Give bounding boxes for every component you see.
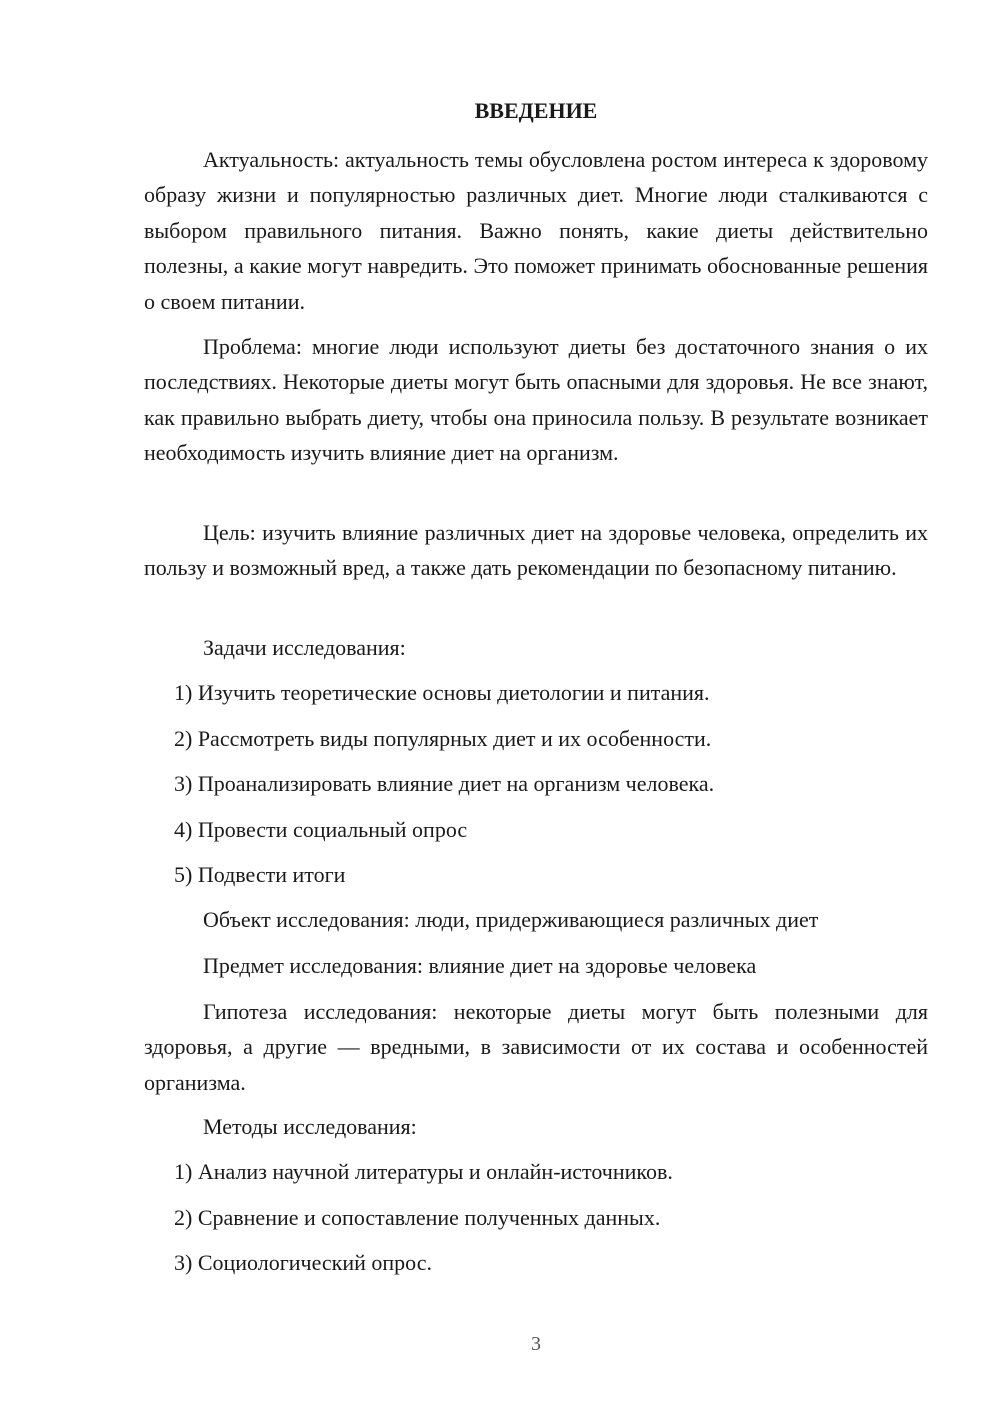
methods-heading: Методы исследования: (203, 1114, 417, 1139)
page-number: 3 (531, 1333, 541, 1355)
method-item: 1) Анализ научной литературы и онлайн-источников. (174, 1159, 673, 1184)
relevance-paragraph: Актуальность: актуальность темы обусловлена ростом интереса к здоровому образу жизни и популярностью различных диет. Многие люди сталкиваются с выбором правильного питания. Важно понять, какие диеты действительно полезны, а какие могут навредить. Это поможет принимать обоснованные решения о своем питании. (144, 147, 928, 314)
method-item: 2) Сравнение и сопоставление полученных данных. (174, 1205, 661, 1230)
page-title: ВВЕДЕНИЕ (474, 98, 598, 123)
task-item: 3) Проанализировать влияние диет на организм человека. (174, 771, 715, 796)
task-item: 4) Провести социальный опрос (174, 817, 468, 842)
task-item: 5) Подвести итоги (174, 862, 346, 887)
method-item: 3) Социологический опрос. (174, 1250, 432, 1275)
research-subject: Предмет исследования: влияние диет на здоровье человека (203, 953, 757, 978)
task-item: 2) Рассмотреть виды популярных диет и их особенности. (174, 726, 712, 751)
research-object: Объект исследования: люди, придерживающиеся различных диет (203, 907, 819, 932)
task-item: 1) Изучить теоретические основы диетологии и питания. (174, 680, 710, 705)
tasks-heading: Задачи исследования: (203, 635, 406, 660)
goal-paragraph: Цель: изучить влияние различных диет на здоровье человека, определить их пользу и возможный вред, а также дать рекомендации по безопасному питанию. (144, 520, 928, 581)
hypothesis-paragraph: Гипотеза исследования: некоторые диеты могут быть полезными для здоровья, а другие — вредными, в зависимости от их состава и особенностей организма. (144, 999, 928, 1095)
problem-paragraph: Проблема: многие люди используют диеты без достаточного знания о их последствиях. Некоторые диеты могут быть опасными для здоровья. Не все знают, как правильно выбрать диету, чтобы она приносила пользу. В результате возникает необходимость изучить влияние диет на организм. (144, 334, 928, 466)
